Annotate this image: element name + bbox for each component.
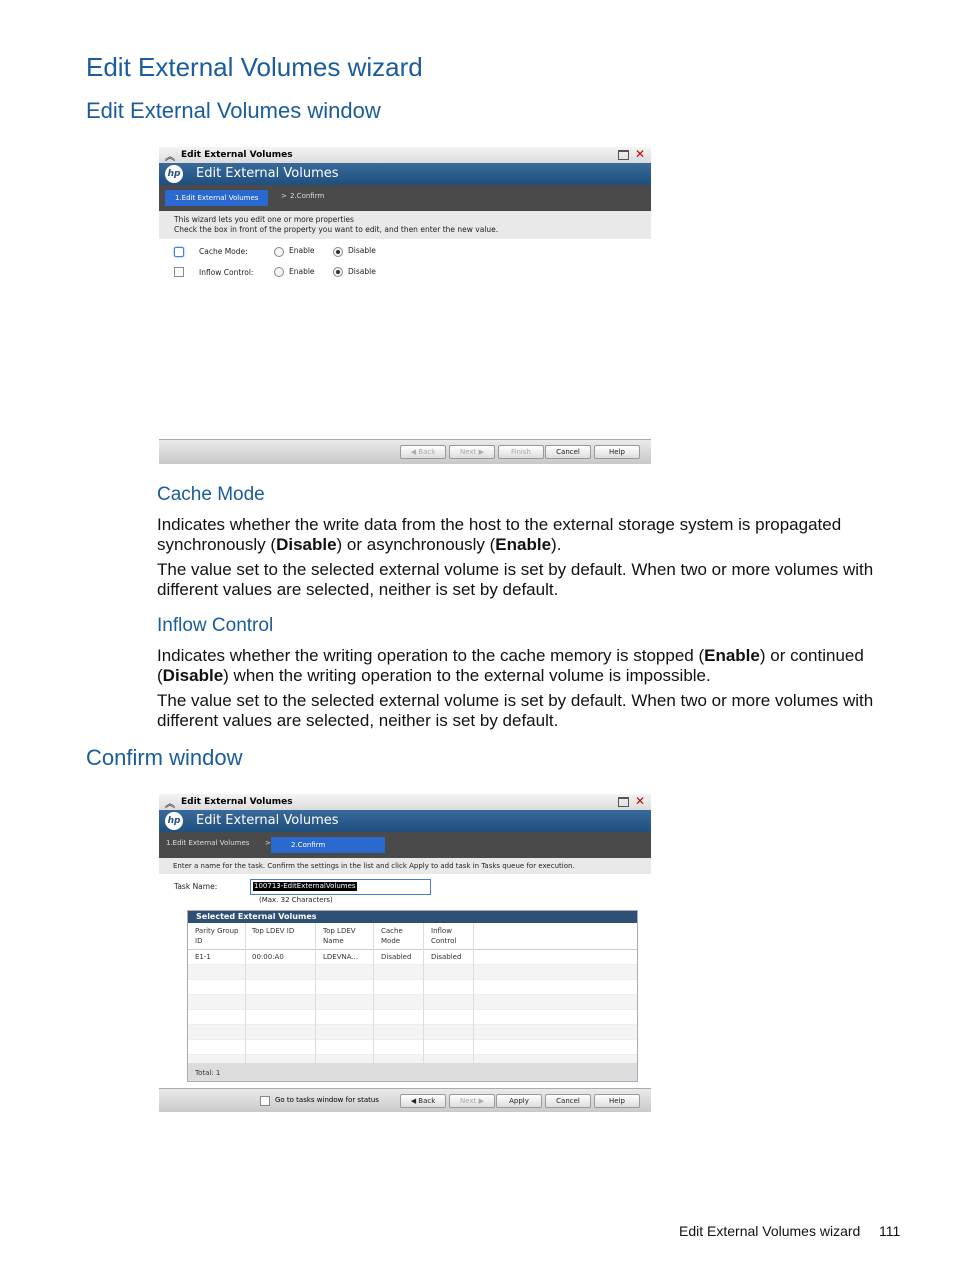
help-button[interactable]: Help — [594, 445, 640, 459]
table-title: Selected External Volumes — [188, 911, 637, 923]
next-button[interactable]: Next ▶ — [449, 445, 495, 459]
cell-cache-mode: Disabled — [381, 953, 412, 961]
titlebar — [159, 794, 651, 810]
table-header — [188, 923, 637, 950]
column-divider — [315, 923, 316, 1073]
cache-mode-label: Cache Mode: — [199, 247, 248, 256]
cancel-button[interactable]: Cancel — [545, 445, 591, 459]
apply-button[interactable]: Apply — [496, 1094, 542, 1108]
button-bar — [159, 1088, 651, 1112]
column-divider — [423, 923, 424, 1073]
text: ) or continued ( — [157, 646, 864, 685]
table-row-empty — [188, 980, 637, 995]
confirm-window — [159, 794, 651, 1112]
footer-label: Edit External Volumes wizard — [679, 1223, 861, 1239]
go-to-tasks-checkbox[interactable] — [260, 1096, 270, 1106]
col-inflow-control[interactable]: Inflow Control — [431, 927, 457, 945]
titlebar-label: Edit External Volumes — [181, 150, 293, 160]
step-edit[interactable]: 1.Edit External Volumes — [165, 190, 268, 206]
col-top-ldev-id[interactable]: Top LDEV ID — [252, 927, 295, 935]
cancel-button[interactable]: Cancel — [545, 1094, 591, 1108]
back-button[interactable]: ◀ Back — [400, 445, 446, 459]
section-heading-confirm-window: Confirm window — [86, 745, 243, 770]
cell-top-ldev-name: LDEVNA... — [323, 953, 359, 961]
wizard-info — [159, 211, 651, 239]
close-icon[interactable]: ✕ — [634, 794, 645, 808]
step-separator: > — [281, 192, 287, 200]
text: ) when the writing operation to the external volume is impossible. — [223, 665, 711, 685]
info-line-2: Check the box in front of the property you want to edit, and then enter the new value. — [174, 225, 499, 234]
help-button[interactable]: Help — [594, 1094, 640, 1108]
column-divider — [245, 923, 246, 1073]
selected-volumes-table — [187, 910, 638, 1082]
table-row-empty — [188, 1025, 637, 1040]
titlebar — [159, 147, 651, 163]
page-number: 111 — [879, 1223, 901, 1239]
text: ). — [551, 534, 562, 554]
page-title: Edit External Volumes wizard — [86, 52, 423, 82]
header-title: Edit External Volumes — [196, 813, 339, 828]
close-icon[interactable]: ✕ — [634, 147, 645, 161]
total-count: Total: 1 — [195, 1069, 221, 1077]
step-confirm[interactable]: 2.Confirm — [290, 192, 325, 200]
cache-mode-desc — [157, 515, 887, 554]
inflow-enable-radio[interactable] — [274, 267, 284, 277]
task-name-value: 100713-EditExternalVolumes — [254, 882, 356, 890]
collapse-icon[interactable]: ︽ — [165, 799, 175, 810]
confirm-form — [159, 874, 651, 1104]
table-total — [188, 1063, 637, 1081]
inflow-control-default: The value set to the selected external volume is set by default. When two or more volumes with different values are selected, neither is set by default. — [157, 691, 874, 730]
hp-logo: hp — [165, 812, 183, 830]
bold-text: Enable — [495, 534, 552, 554]
task-name-label: Task Name: — [174, 882, 218, 891]
edit-external-volumes-window — [159, 147, 651, 464]
back-button[interactable]: ◀ Back — [400, 1094, 446, 1108]
window-header — [159, 810, 651, 832]
maximize-icon[interactable] — [618, 150, 629, 160]
bold-text: Disable — [162, 665, 224, 685]
inflow-disable-label: Disable — [348, 267, 376, 276]
inflow-enable-label: Enable — [289, 267, 315, 276]
col-top-ldev-name[interactable]: Top LDEV Name — [323, 927, 356, 945]
maximize-icon[interactable] — [618, 797, 629, 807]
bold-text: Enable — [704, 646, 760, 665]
cache-disable-radio[interactable] — [333, 247, 343, 257]
cache-enable-label: Enable — [289, 246, 315, 255]
go-to-tasks-label: Go to tasks window for status — [275, 1096, 379, 1104]
table-row-empty — [188, 965, 637, 980]
text: Indicates whether the writing operation to the cache memory is stopped ( — [157, 646, 705, 665]
wizard-steps — [159, 832, 651, 858]
table-row-empty — [188, 995, 637, 1010]
header-title: Edit External Volumes — [196, 166, 339, 181]
task-name-input[interactable] — [250, 879, 431, 895]
column-divider — [473, 923, 474, 1073]
finish-button[interactable]: Finish — [498, 445, 544, 459]
titlebar-label: Edit External Volumes — [181, 797, 293, 807]
bold-text: Disable — [276, 534, 337, 554]
step-edit[interactable]: 1.Edit External Volumes — [166, 839, 250, 847]
next-button[interactable]: Next ▶ — [449, 1094, 495, 1108]
heading-inflow-control: Inflow Control — [157, 615, 274, 636]
task-name-hint: (Max. 32 Characters) — [259, 896, 333, 904]
table-row-empty — [188, 1010, 637, 1025]
collapse-icon[interactable]: ︽ — [165, 152, 175, 163]
button-bar — [159, 439, 651, 464]
cell-top-ldev-id: 00:00:A0 — [252, 953, 284, 961]
table-row[interactable] — [188, 950, 637, 965]
text: Indicates whether the write data from the host to the external storage system is propagated synchronously ( — [157, 515, 842, 554]
info-line-1: This wizard lets you edit one or more properties — [174, 215, 354, 224]
cell-inflow-control: Disabled — [431, 953, 462, 961]
step-separator: > — [265, 839, 271, 847]
table-row-empty — [188, 1040, 637, 1055]
inflow-control-label: Inflow Control: — [199, 268, 254, 277]
inflow-control-checkbox[interactable] — [174, 267, 184, 277]
cache-disable-label: Disable — [348, 246, 376, 255]
cache-mode-checkbox[interactable] — [174, 247, 184, 257]
properties-form — [159, 239, 651, 409]
cache-enable-radio[interactable] — [274, 247, 284, 257]
inflow-disable-radio[interactable] — [333, 267, 343, 277]
text: ) or asynchronously ( — [336, 534, 496, 554]
col-cache-mode[interactable]: Cache Mode — [381, 927, 403, 945]
confirm-info: Enter a name for the task. Confirm the settings in the list and click Apply to add task in Tasks queue for execution. — [159, 858, 651, 874]
section-heading-edit-window: Edit External Volumes window — [86, 98, 381, 123]
column-divider — [373, 923, 374, 1073]
inflow-control-desc — [157, 646, 887, 685]
col-parity-group-id[interactable]: Parity Group ID — [195, 927, 239, 945]
heading-cache-mode: Cache Mode — [157, 484, 265, 505]
wizard-steps — [159, 185, 651, 211]
window-header — [159, 163, 651, 185]
cache-mode-default: The value set to the selected external volume is set by default. When two or more volumes with different values are selected, neither is set by default. — [157, 560, 874, 599]
cell-parity-group-id: E1-1 — [195, 953, 211, 961]
hp-logo: hp — [165, 165, 183, 183]
step-confirm[interactable]: 2.Confirm — [271, 837, 385, 853]
